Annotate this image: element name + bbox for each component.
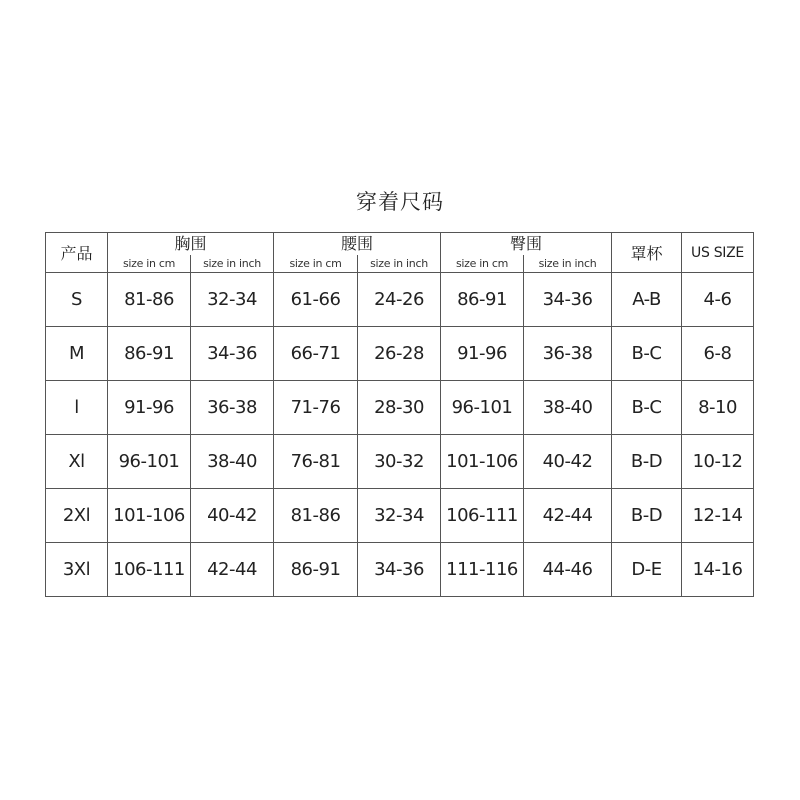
size-cell: 2Xl [46, 489, 108, 543]
waist-cm-cell: 81-86 [274, 489, 358, 543]
size-cell: 3Xl [46, 543, 108, 597]
cup-cell: B-C [612, 381, 682, 435]
us-size-cell: 6-8 [682, 327, 754, 381]
hip-cm-cell: 91-96 [441, 327, 524, 381]
size-chart-table [45, 232, 754, 597]
table-row [46, 435, 754, 489]
us-size-cell: 12-14 [682, 489, 754, 543]
bust-cm-cell: 106-111 [108, 543, 191, 597]
us-size-cell: 14-16 [682, 543, 754, 597]
waist-inch-cell: 24-26 [358, 273, 441, 327]
hip-inch-cell: 42-44 [524, 489, 612, 543]
hip-inch-cell: 36-38 [524, 327, 612, 381]
us-size-cell: 4-6 [682, 273, 754, 327]
table-row [46, 381, 754, 435]
cup-cell: A-B [612, 273, 682, 327]
hip-cm-cell: 106-111 [441, 489, 524, 543]
waist-inch-cell: 28-30 [358, 381, 441, 435]
bust-inch-cell: 38-40 [191, 435, 274, 489]
header-hip: 臀围 [441, 233, 612, 256]
hip-inch-cell: 34-36 [524, 273, 612, 327]
bust-cm-cell: 91-96 [108, 381, 191, 435]
table-row [46, 327, 754, 381]
size-cell: Xl [46, 435, 108, 489]
hip-inch-cell: 44-46 [524, 543, 612, 597]
cup-cell: B-D [612, 435, 682, 489]
waist-inch-cell: 34-36 [358, 543, 441, 597]
table-row [46, 273, 754, 327]
cup-cell: D-E [612, 543, 682, 597]
hip-inch-cell: 40-42 [524, 435, 612, 489]
size-cell: M [46, 327, 108, 381]
bust-cm-cell: 81-86 [108, 273, 191, 327]
header-bust: 胸围 [108, 233, 274, 256]
waist-inch-cell: 26-28 [358, 327, 441, 381]
header-cup: 罩杯 [612, 233, 682, 273]
us-size-cell: 10-12 [682, 435, 754, 489]
hip-cm-cell: 101-106 [441, 435, 524, 489]
us-size-cell: 8-10 [682, 381, 754, 435]
size-cell: l [46, 381, 108, 435]
header-sub-waist-cm: size in cm [274, 255, 358, 273]
bust-inch-cell: 36-38 [191, 381, 274, 435]
cup-cell: B-C [612, 327, 682, 381]
waist-cm-cell: 76-81 [274, 435, 358, 489]
bust-inch-cell: 40-42 [191, 489, 274, 543]
header-row-main [46, 233, 754, 256]
hip-inch-cell: 38-40 [524, 381, 612, 435]
page-title: 穿着尺码 [356, 190, 444, 214]
hip-cm-cell: 86-91 [441, 273, 524, 327]
header-us-size: US SIZE [682, 233, 754, 273]
header-sub-hip-inch: size in inch [524, 255, 612, 273]
header-sub-bust-cm: size in cm [108, 255, 191, 273]
waist-inch-cell: 30-32 [358, 435, 441, 489]
waist-cm-cell: 71-76 [274, 381, 358, 435]
table-row [46, 489, 754, 543]
hip-cm-cell: 96-101 [441, 381, 524, 435]
size-cell: S [46, 273, 108, 327]
waist-cm-cell: 61-66 [274, 273, 358, 327]
cup-cell: B-D [612, 489, 682, 543]
waist-cm-cell: 86-91 [274, 543, 358, 597]
header-product: 产品 [46, 233, 108, 273]
waist-inch-cell: 32-34 [358, 489, 441, 543]
hip-cm-cell: 111-116 [441, 543, 524, 597]
header-sub-hip-cm: size in cm [441, 255, 524, 273]
table-row [46, 543, 754, 597]
bust-inch-cell: 32-34 [191, 273, 274, 327]
header-sub-waist-inch: size in inch [358, 255, 441, 273]
header-waist: 腰围 [274, 233, 441, 256]
bust-cm-cell: 86-91 [108, 327, 191, 381]
bust-cm-cell: 96-101 [108, 435, 191, 489]
bust-cm-cell: 101-106 [108, 489, 191, 543]
bust-inch-cell: 42-44 [191, 543, 274, 597]
header-sub-bust-inch: size in inch [191, 255, 274, 273]
waist-cm-cell: 66-71 [274, 327, 358, 381]
bust-inch-cell: 34-36 [191, 327, 274, 381]
